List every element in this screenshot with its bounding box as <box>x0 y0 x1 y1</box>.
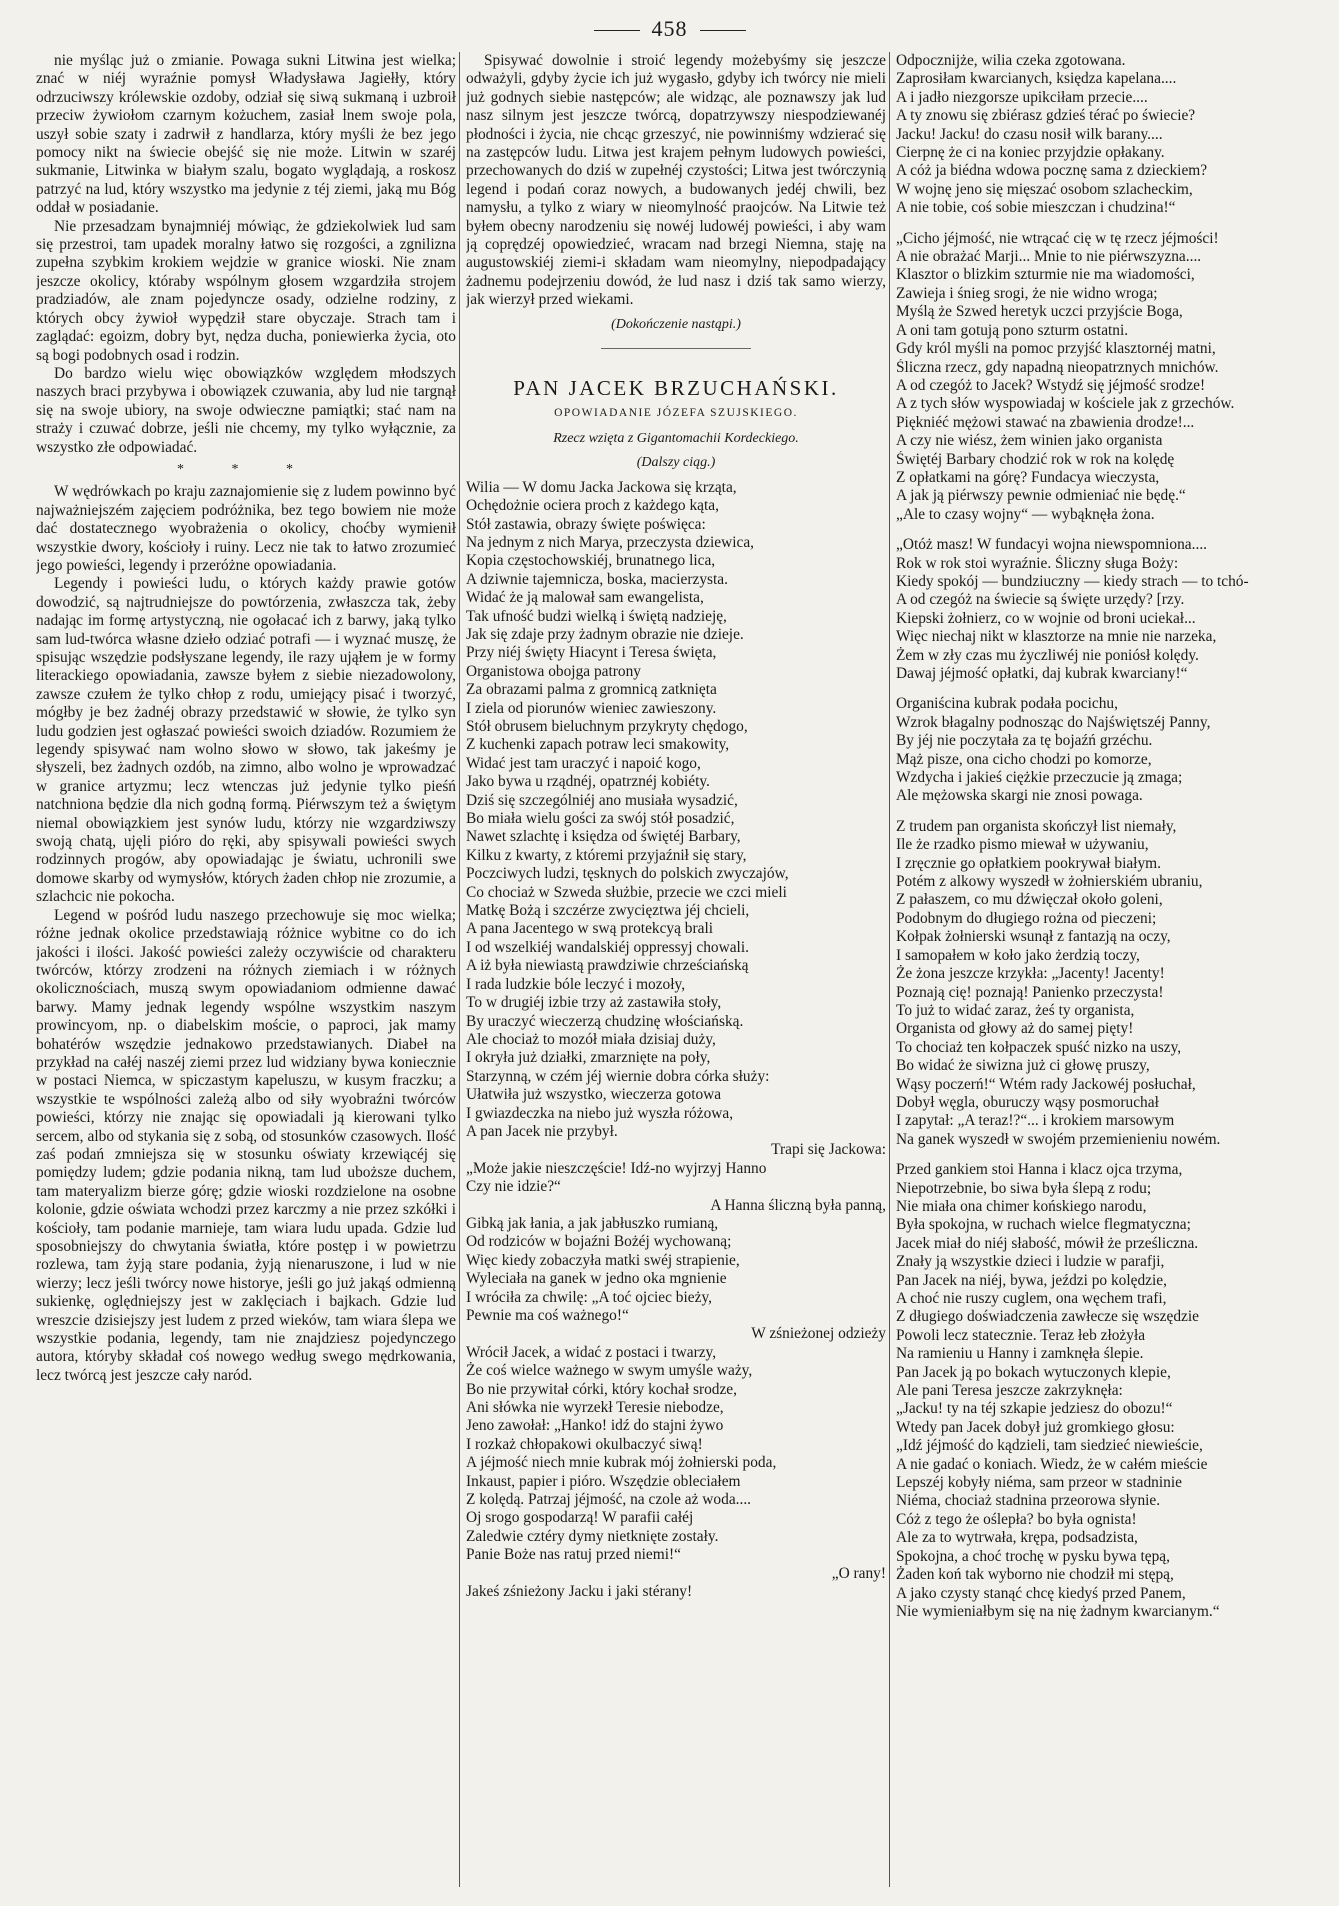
verse-line: Myślą że Szwed heretyk uczci przyjście Boga, <box>896 303 1183 321</box>
column-3 <box>896 52 1316 1887</box>
section-stars: * * * <box>177 461 315 477</box>
verse-line: Z trudem pan organista skończył list niemały, <box>896 817 1177 835</box>
poem-verse <box>896 52 1316 1621</box>
verse-line: I okryła już działki, zmarznięte na poły, <box>466 1049 711 1067</box>
stanza <box>466 1344 886 1565</box>
verse-line: Jako bywa u rządnéj, opatrznéj kobiéty. <box>466 773 710 791</box>
verse-line: Starzynną, w czém jéj wiernie dobra córka służy: <box>466 1067 770 1085</box>
poem-verse <box>466 479 886 1602</box>
verse-line: Więc kiedy zobaczyła matki swéj strapienie, <box>466 1251 740 1269</box>
verse-line: I od wszelkiéj wandalskiéj oppressyj chowali. <box>466 938 749 956</box>
verse-line: Piękniéć mężowi stawać na zbawienia drodze!... <box>896 413 1195 431</box>
verse-line: W zśnieżonej odzieży <box>751 1325 886 1343</box>
verse-line: Trapi się Jackowa: <box>771 1141 886 1159</box>
verse-line: A nie gadać o koniach. Wiedz, że w całém mieście <box>896 1455 1208 1473</box>
verse-line: Za obrazami palma z gromnicą zatknięta <box>466 681 717 699</box>
verse-line: Na ramieniu u Hanny i zamknęła ślepie. <box>896 1345 1144 1363</box>
verse-line: Że coś wielce ważnego w swym umyśle waży, <box>466 1362 753 1380</box>
verse-line: Z długiego doświadczenia zawłecze się wszędzie <box>896 1308 1199 1326</box>
verse-line: To już to widać zaraz, żeś ty organista, <box>896 1001 1135 1019</box>
column-1 <box>36 52 456 1887</box>
article-paragraph: nie myśląc już o zmianie. Powaga sukni Litwina jest wielka; znać w niéj wyraźnie pomysł Władysława Jagiełły, który odrzuciwszy królewskie ozdoby, odział się siwą sukmaną i uzbroił przeciw żywiołom czarnym kożuchem, zasiał lnem swoje pola, uszył sobie szaty i zadrwił z handlarza, który myśli że bez jego pomocy nikt na świecie obejść się nie może. Litwin w szaréj sukmanie, Litwinka w białym szalu, bogato wyglądają, a roskosz patrzyć na lud, który wszystko ma jedynie z téj ziemi, jaką mu Bóg oddał w posiadanie. <box>36 52 456 217</box>
verse-line: Widać że ją malował sam ewangelista, <box>466 589 704 607</box>
verse-line: Kilku z kwarty, z któremi przyjaźnił się stary, <box>466 846 747 864</box>
verse-line: Poczciwych ludzi, tęsknych do polskich zwyczajów, <box>466 865 789 883</box>
verse-line: Na jednym z nich Marya, przeczysta dziewica, <box>466 533 755 551</box>
verse-line: Kiedy spokój — bundziuczny — kiedy strach — to tchó- <box>896 572 1249 590</box>
verse-line: Lepszéj kobyły niéma, sam przeor w stadninie <box>896 1474 1182 1492</box>
verse-line: A od czegóż na świecie są święte urzędy? [rzy. <box>896 591 1185 609</box>
verse-line: Dziś się szczególniéj ano musiała wysadzić, <box>466 791 738 809</box>
to-be-continued-note: (Dokończenie nastąpi.) <box>611 316 741 332</box>
verse-line: Ułatwiła już wszystko, wieczerza gotowa <box>466 1086 722 1104</box>
verse-line: A choć nie ruszy cuglem, ona węchem trafi, <box>896 1290 1167 1307</box>
verse-line: Wtedy pan Jacek dobył już gromkiego głosu: <box>896 1418 1175 1436</box>
verse-line: Pewnie ma coś ważnego!“ <box>466 1307 629 1324</box>
verse-line: A pan Jacek nie przybył. <box>466 1122 618 1140</box>
verse-line: A z tych słów wyspowiadaj w kościele jak z grzechów. <box>896 395 1235 413</box>
verse-line: Jak się zdaje przy żadnym obrazie nie dzieje. <box>466 625 744 643</box>
verse-line: Panie Boże nas ratuj przed niemi!“ <box>466 1546 681 1564</box>
verse-line: Więc niechaj nikt w klasztorze na mnie nie narzeka, <box>896 628 1217 646</box>
verse-line: Stół obrusem bieluchnym przykryty chędogo, <box>466 718 748 735</box>
verse-line: Organistowa obojga patrony <box>466 662 641 680</box>
story-title: PAN JACEK BRZUCHAŃSKI. <box>513 376 839 401</box>
verse-line: Poznają cię! poznają! Panienko przeczysta! <box>896 983 1164 1001</box>
verse-line: Znały ją wszystkie dzieci i ludzie w parafji, <box>896 1253 1165 1271</box>
verse-line: Świętéj Barbary chodzić rok w rok na kolędę <box>896 450 1175 468</box>
verse-line: I ziela od piorunów wieniec zawieszony. <box>466 699 717 717</box>
verse-line: A czy nie wiész, żem winien jako organista <box>896 432 1163 450</box>
verse-line: Śliczna rzecz, gdy napadną nieopatrznych mnichów. <box>896 358 1219 376</box>
verse-line: Cóż z tego że oślepła? bo była ognista! <box>896 1510 1137 1528</box>
verse-line: Rok w rok stoi wyraźnie. Śliczny sługa Boży: <box>896 554 1179 572</box>
stanza <box>896 695 1316 805</box>
verse-line: „Jacku! ty na téj szkapie jedziesz do obozu!“ <box>896 1400 1173 1418</box>
verse-line: Potém z alkowy wyszedł w żołnierskiém ubraniu, <box>896 873 1203 891</box>
verse-line: Wyleciała na ganek w jedno oka mgnienie <box>466 1270 727 1288</box>
article-paragraph: W wędrówkach po kraju zaznajomienie się z ludem powinno być najważniejszém zajęciem podróżnika, bez tego bowiem nie może dać dostatecznego wyobrażenia o okolicy, choćby wymienił wszystkie dwory, kościoły i ruiny. Lecz nie tak to łatwo zrozumieć jego powieści, legendy i przeróżne opowiadania. <box>36 483 456 574</box>
verse-line: Mąż pisze, ona cicho chodzi po komorze, <box>896 750 1152 768</box>
verse-line: Wrócił Jacek, a widać z postaci i twarzy, <box>466 1343 717 1361</box>
verse-line: A ty znowu się zbiérasz gdzieś térać po świecie? <box>896 107 1196 125</box>
verse-line: Cierpnę że ci na koniec przyjdzie opłakany. <box>896 144 1165 162</box>
verse-line: Jeno zawołał: „Hanko! idź do stajni żywo <box>466 1417 724 1435</box>
verse-line: Ani słówka nie wyrzekł Teresie niebodze, <box>466 1399 724 1417</box>
verse-line: A nie obrażać Marji... Mnie to nie piérwszyzna.... <box>896 248 1202 266</box>
article-paragraph: Legend w pośród ludu naszego przechowuje się moc wielka; różne jednak okolice przedstawiają różnice wybitne co do ich jakości i ilości. Jakość powieści zależy oczywiście od charakteru twórców, którzy zrodzeni na różnych ziemiach i w różnych okolicznościach, muszą swym opowiadaniom odmienne dawać barwy. Mamy jednak legendy wspólne wszystkim naszym prowincyom, np. o diabelskim moście, o paproci, jak mamy bohatérów wszędzie jednakowo przedstawianych. Diabeł na przykład na całéj naszéj ziemi przez lud widziany bywa koniecznie w postaci Niemca, w spiczastym kapeluszu, w kusym fraczku; a wszystkie te wspólności zależą albo od siły wyobraźni twórców powieści, którzy nie znając się opowiadali ją kierowani tylko sercem, albo od stykania się z sobą, od stosunków czasowych. Ilość zaś podań zmniejsza się w stosunku oświaty krzewiącéj się pomiędzy ludem; gdzie podania nikną, tam lud uboższe duchem, tam materyalizm bierze górę; gdzie wioski rozdzielone na osobne kolonie, gdzie oświata wchodzi przez karczmy a nie przez szkółki i kościoły, tam podanie marnieje, tam wiara ludu upada. Gdzie lud sposobniejszy do chwytania światła, które postęp i w powietrzu rozlewa, tam żyją stare podania, żyją nienaruszone, i lud w nie wierzy; lecz jeśli twórcy nowe historye, jeśli go już jakąś odmienną sukienkę, oględniejszy jest w zaklęciach i bajkach. Gdzie lud wreszcie dzisiejszy jest ludem z przed wieków, tam wiara ślepa we wszystkie podania, legendy, tam nie znajdziesz pojedynczego autora, któryby składał coś nowego według swego mędrkowania, lecz twórcą jest jeszcze cały naród. <box>36 906 456 1384</box>
verse-line: Nawet szlachtę i księdza od świętéj Barbary, <box>466 828 741 846</box>
verse-line: Gdy król myśli na pomoc przyjść klasztornéj matni, <box>896 340 1216 358</box>
stanza <box>466 1160 886 1197</box>
verse-line: „Otóż masz! W fundacyi wojna niewspomniona.... <box>896 536 1208 554</box>
verse-line: Pan Jacek na niéj, bywa, jeździ po kolędzie, <box>896 1271 1167 1289</box>
verse-line: Podobnym do długiego rożna od pieczeni; <box>896 909 1157 927</box>
verse-line: Gibką jak łania, a jak jabłuszko rumianą, <box>466 1214 719 1232</box>
verse-line: „Cicho jéjmość, nie wtrącać cię w tę rzecz jéjmości! <box>896 229 1219 247</box>
verse-line: By uraczyć wieczerzą chudzinę włościańską. <box>466 1012 744 1030</box>
verse-line: Wąsy poczerń!“ Wtém rady Jackowéj posłuchał, <box>896 1075 1196 1093</box>
verse-line: Kopia częstochowskiéj, brunatnego lica, <box>466 552 716 570</box>
verse-line: Organista od głowy aż do samej pięty! <box>896 1020 1134 1038</box>
verse-line: Ale mężowska skargi nie znosi powaga. <box>896 787 1143 805</box>
column-divider <box>459 52 460 1887</box>
verse-line: A jak ją piérwszy pewnie odmieniać nie będę.“ <box>896 487 1186 505</box>
verse-line: Klasztor o blizkim szturmie nie ma wiadomości, <box>896 266 1195 284</box>
verse-line: Bo miała wielu gości za swój stół posadzić, <box>466 810 735 828</box>
verse-line: Odpocznijże, wilia czeka zgotowana. <box>896 52 1126 69</box>
verse-line: A oni tam gotują pono szturm ostatni. <box>896 321 1129 339</box>
verse-line: A nie tobie, coś sobie mieszczan i chudzina!“ <box>896 199 1176 217</box>
verse-line: Żem w zły czas mu życzliwéj nie poniósł kolędy. <box>896 646 1199 664</box>
verse-line: A od czegóż to Jacek? Wstydź się jéjmość srodze! <box>896 376 1206 394</box>
stanza <box>896 536 1316 683</box>
verse-line: Nie wymieniałbym się na nię żadnym kwarcianym.“ <box>896 1602 1220 1620</box>
verse-line: I gwiazdeczka na niebo już wyszła różowa, <box>466 1104 734 1122</box>
verse-line: Bo widać że siwizna już ci głowę pruszy, <box>896 1057 1150 1075</box>
verse-line: Niéma, chociaż stadnina przeorowa słynie. <box>896 1492 1161 1510</box>
verse-line: I zręcznie go opłatkiem pookrywał białym. <box>896 854 1161 872</box>
verse-line: Co chociaż w Szweda służbie, przecie we czci mieli <box>466 883 787 901</box>
verse-line: Na ganek wyszedł w swojém przemienieniu nowém. <box>896 1130 1221 1148</box>
article-paragraph: Nie przesadzam bynajmniéj mówiąc, że gdziekolwiek lud sam się przestroi, tam upadek moralny łatwo się rozgości, a zgnilizna zupełna szybkim krokiem wejdzie w granice wioski. Nie znam jeszcze okolicy, któraby wspólnym głosem wzgardziła strojem pradziadów, ale znam pojedyncze osady, odzielne rodziny, z których obcy żywioł wypędził stare obyczaje. Strach tam i zaglądać: egoizm, dobry byt, nędza ducha, poniewierka życia, oto są bogi podobnych osad i rodzin. <box>36 217 456 364</box>
verse-line: Przy niéj święty Hiacynt i Teresa święta, <box>466 644 717 662</box>
verse-line: Z opłatkami na górę? Fundacya wieczysta, <box>896 468 1160 486</box>
article-paragraph: Do bardzo wielu więc obowiązków względem młodszych naszych braci przybywa i obowiązek czuwania, aby lud nie targnął się na swoje ubiory, na swoje odwieczne pamiątki; stać nam na straży i czuwać dobrze, jeśli nie chcemy, my tylko wyłącznie, za wszystko złe odpowiadać. <box>36 364 456 456</box>
verse-line: Dawaj jéjmość opłatki, daj kubrak kwarciany!“ <box>896 665 1188 682</box>
continued-note: (Dalszy ciąg.) <box>636 455 716 471</box>
verse-line: Organiścina kubrak podała pocichu, <box>896 695 1118 713</box>
verse-line: Jacku! Jacku! do czasu nosił wilk barany.... <box>896 125 1163 143</box>
stanza <box>466 479 886 1142</box>
verse-line: To chociaż ten kołpaczek spuść nizko na uszy, <box>896 1038 1182 1056</box>
verse-line: Widać jest tam uraczyć i napoić kogo, <box>466 754 701 772</box>
verse-line: A dziwnie tajemnicza, boska, macierzysta. <box>466 570 728 588</box>
verse-line: I rada ludzkie bóle leczyć i mozoły, <box>466 975 686 993</box>
verse-line: Ale chociaż to mozół miała dzisiaj duży, <box>466 1030 716 1048</box>
verse-line: Od rodziców w bojaźni Bożéj wychowaną; <box>466 1233 732 1251</box>
verse-line: Kiepski żołnierz, co w wojnie od broni uciekał... <box>896 609 1196 627</box>
verse-line: A jako czysty stanąć chcę kiedyś przed Panem, <box>896 1584 1186 1602</box>
verse-line: Bo nie przywitał córki, który kochał srodze, <box>466 1380 737 1398</box>
verse-line: I rozkaż chłopakowi okulbaczyć siwą! <box>466 1435 703 1453</box>
page-number <box>0 16 1339 42</box>
verse-line: Oj srogo gospodarzą! W parafii całéj <box>466 1509 694 1527</box>
verse-line: Jacek miał do niéj słabość, mówił że prześliczna. <box>896 1234 1199 1252</box>
verse-line: „Ale to czasy wojny“ — wybąknęła żona. <box>896 505 1155 523</box>
column-divider <box>889 52 890 1887</box>
verse-line: Z pałaszem, co mu dźwięczał około goleni, <box>896 891 1163 909</box>
verse-line: To w drugiéj izbie trzy aż zastawiła stoły, <box>466 994 722 1012</box>
verse-line: Wilia — W domu Jacka Jackowa się krząta, <box>466 478 737 496</box>
verse-line: Zaprosiłam kwarcianych, księdza kapelana.... <box>896 70 1177 88</box>
verse-line: Tak ufność budzi wielką i świętą nadzieję, <box>466 607 727 625</box>
verse-line: A jéjmość niech mnie kubrak mój żołnierski poda, <box>466 1454 777 1472</box>
verse-line: Matkę Bożą i szczérze zwycięztwa jéj chcieli, <box>466 902 750 920</box>
verse-line: Powoli lecz statecznie. Teraz łeb złożyła <box>896 1326 1146 1344</box>
verse-line: A iż była niewiastą prawdziwie chrześciańską <box>466 957 749 975</box>
verse-line: I zapytał: „A teraz!?“... i krokiem marsowym <box>896 1112 1175 1130</box>
verse-line: „O rany! <box>831 1564 886 1582</box>
verse-line: Spokojna, a choć trochę w pysku bywa tępą, <box>896 1547 1170 1565</box>
verse-line: Czy nie idzie?“ <box>466 1178 561 1196</box>
verse-line: Pan Jacek ją po bokach wytuczonych klepie, <box>896 1363 1171 1381</box>
verse-line: Przed gankiem stoi Hanna i klacz ojca trzyma, <box>896 1161 1183 1179</box>
verse-line: I samopałem w koło jako żerdzią toczy, <box>896 946 1140 964</box>
verse-line: Wzrok błagalny podnosząc do Najświętszéj Panny, <box>896 713 1211 731</box>
verse-line: A i jadło niezgorsze upikciłam przecie.... <box>896 88 1148 106</box>
verse-line: A Hanna śliczną była panną, <box>710 1196 886 1214</box>
verse-line: Ale za to wytrwała, krępa, podsadzista, <box>896 1529 1138 1547</box>
story-source: Rzecz wzięta z Gigantomachii Kordeckiego. <box>553 430 799 446</box>
verse-line: Jakeś zśnieżony Jacku i jaki stérany! <box>466 1583 693 1601</box>
verse-line: Dobył węgla, oburuczy wąsy posmoruchał <box>896 1093 1159 1111</box>
verse-line: A pana Jacentego w swą protekcyą brali <box>466 920 714 938</box>
verse-line: Z kolędą. Patrzaj jéjmość, na czole aż woda.... <box>466 1491 752 1509</box>
story-subtitle: OPOWIADANIE JÓZEFA SZUJSKIEGO. <box>554 406 798 419</box>
column-2 <box>466 52 886 1887</box>
verse-line: I wróciła za chwilę: „A toć ojciec bieży, <box>466 1288 712 1306</box>
verse-line: Stół zastawia, obrazy święte poświęca: <box>466 515 706 533</box>
verse-line: Ochędożnie ociera proch z każdego kąta, <box>466 497 719 515</box>
verse-line: W wojnę jeno się mięszać osobom szlacheckim, <box>896 180 1193 198</box>
separator-rule <box>601 348 751 349</box>
verse-line: Była spokojna, w ruchach wielce flegmatyczna; <box>896 1216 1191 1234</box>
page-number-text: 458 <box>651 16 688 41</box>
stanza <box>466 1215 886 1325</box>
verse-line: Kołpak żołnierski wsunął z fantazją na oczy, <box>896 928 1171 946</box>
verse-line: Że żona jeszcze krzykła: „Jacenty! Jacenty! <box>896 965 1165 983</box>
verse-line: Ile że rzadko pismo miewał w używaniu, <box>896 836 1149 854</box>
verse-line: By jéj nie poczytała za tę bojaźń grzéchu. <box>896 732 1153 750</box>
stanza <box>896 1161 1316 1621</box>
verse-line: Ale pani Teresa jeszcze zakrzyknęła: <box>896 1382 1123 1400</box>
stanza <box>896 818 1316 1149</box>
verse-line: Inkaust, papier i pióro. Wszędzie obleciałem <box>466 1472 741 1490</box>
verse-line: Zawieja i śnieg srogi, że nie widno wroga; <box>896 284 1158 302</box>
verse-line: Wzdycha i jakieś ciężkie przeczucie ją zmaga; <box>896 769 1183 787</box>
verse-line: „Może jakie nieszczęście! Idź-no wyjrzyj Hanno <box>466 1159 767 1177</box>
article-paragraph: Legendy i powieści ludu, o których każdy prawie gotów dowodzić, są najtrudniejsze do powtórzenia, zwłaszcza tak, żeby nadając im formę artystyczną, nie ogołacać ich z barwy, jaką tylko sam lud-twórca własne dzieło odziać potrafi — i wyznać muszę, że spisując wszędzie podsłyszane legendy, ile razy ująłem je w formy literackiego opowiadania, zawsze byłem z siebie niezadowolony, zawsze czułem że tylko chłop z rodu, umiejący pisać i tworzyć, mógłby je bez żadnéj obrazy przedstawić w słowie, że tylko syn ludu godzien jest ogłaszać powieści swoich dziadów. Rozumiem że legendy spisywać nam wolno słowo w słowo, tak jakeśmy je słyszeli, bez żadnych ozdób, na zimno, albo wolno je wprowadzać w granice artyzmu; lecz wtenczas już jedynie tylko pieśń natchniona będzie dla nich godną formą. Piérwszym też a świętym niemal obowiązkiem jest synów ludu, którzy nie wzgardziwszy swoją chatą, ujęli pióro do ręki, aby spisywali powieści swych rodzinnych progów, aby opowiadając je światu, uchronili swe domowe skarby od wymysłów, których żaden chłop nie zrozumie, a szlachcic nie pokocha. <box>36 575 456 906</box>
stanza <box>896 230 1316 525</box>
verse-line: Żaden koń tak wyborno nie chodził mi stępą, <box>896 1566 1174 1584</box>
stanza <box>896 52 1316 218</box>
verse-line: Niepotrzebnie, bo siwa była ślepą z rodu; <box>896 1179 1152 1197</box>
verse-line: Nie miała ona chimer końskiego narodu, <box>896 1197 1147 1215</box>
verse-line: A cóż ja biédna wdowa pocznę sama z dzieckiem? <box>896 162 1208 180</box>
verse-line: Z kuchenki zapach potraw leci smakowity, <box>466 736 730 754</box>
verse-line: Zaledwie cztéry dymy nietknięte zostały. <box>466 1527 719 1545</box>
verse-line: „Idź jéjmość do kądzieli, tam siedzieć niewieście, <box>896 1437 1203 1455</box>
article-paragraph: Spisywać dowolnie i stroić legendy możebyśmy się jeszcze odważyli, gdyby życie ich już wygasło, gdyby ich twórcy nie mieli już godnych siebie następców; ale widząc, ale poznawszy jak lud nasz silnym jest jeszcze twórcą, dopatrzywszy niespodziewanéj płodności i życia, nie chcąc grzeszyć, nie powinniśmy wdzierać się na zastępców ludu. Litwa jest krajem pełnym ludowych powieści, przechowanych do dziś w zupełnéj czystości; Litwa jest twórczynią legend i podań coraz nowych, a budowanych jedéj chwili, bez namysłu, a tylko z wiary w nieomylność praojców. Na Litwie też byłem obecny narodzeniu się nowéj ludowéj powieści, i aby wam ją coprędzéj opowiedzieć, wracam nad brzegi Niemna, staję na augustowskiéj ziemi-i składam wam nieomylny, niepodpadający żadnemu podejrzeniu dowód, że lud nasz i dziś tak samo wierzy, jak wierzył przed wiekami. <box>466 52 886 309</box>
